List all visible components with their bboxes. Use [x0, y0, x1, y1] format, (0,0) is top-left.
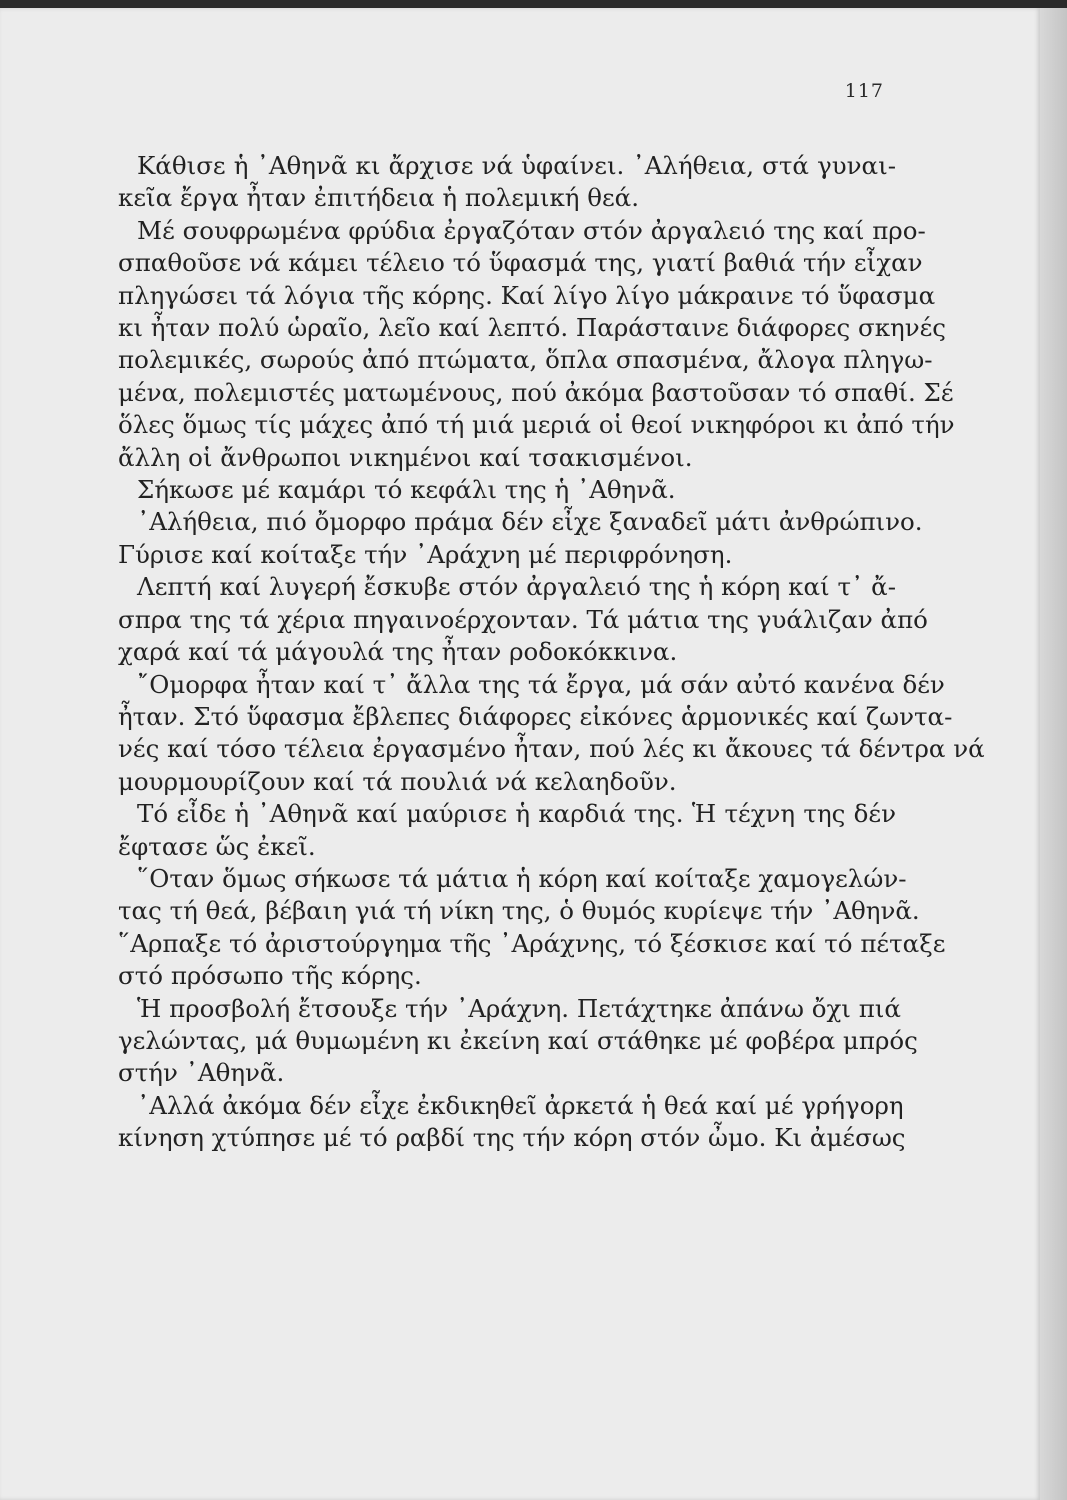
text-line: γελώντας, μά θυμωμένη κι ἐκείνη καί στάθηκε μέ φοβέρα μπρός: [118, 1025, 918, 1055]
book-page: [0, 8, 1040, 1500]
text-line: κίνηση χτύπησε μέ τό ραβδί της τήν κόρη στόν ὦμο. Κι ἀμέσως: [118, 1123, 906, 1153]
text-line: ἦταν. Στό ὕφασμα ἔβλεπες διάφορες εἰκόνες ἁρμονικές καί ζωντα-: [118, 701, 953, 731]
text-line: κεῖα ἔργα ἦταν ἐπιτήδεια ἡ πολεμική θεά.: [118, 183, 640, 213]
page-number: 117: [844, 80, 884, 102]
text-line: νές καί τόσο τέλεια ἐργασμένο ἦταν, πού λές κι ἄκουες τά δέντρα νά: [118, 734, 985, 764]
text-line: Σήκωσε μέ καμάρι τό κεφάλι της ἡ ᾿Αθηνᾶ.: [137, 475, 676, 505]
text-line: κι ἦταν πολύ ὡραῖο, λεῖο καί λεπτό. Παράσταινε διάφορες σκηνές: [118, 313, 946, 343]
text-line: Κάθισε ἡ ᾿Αθηνᾶ κι ἄρχισε νά ὑφαίνει. ᾿Αλήθεια, στά γυναι-: [137, 151, 896, 180]
text-line: ῎Ομορφα ἦταν καί τ᾿ ἄλλα της τά ἔργα, μά σάν αὐτό κανένα δέν: [137, 669, 945, 699]
scan-top-edge: [0, 0, 1067, 8]
text-line: ἄλλη οἱ ἄνθρωποι νικημένοι καί τσακισμένοι.: [118, 442, 693, 472]
text-line: Γύρισε καί κοίταξε τήν ᾿Αράχνη μέ περιφρόνηση.: [118, 539, 733, 569]
text-line: ὅλες ὅμως τίς μάχες ἀπό τή μιά μεριά οἱ θεοί νικηφόροι κι ἀπό τήν: [118, 410, 955, 440]
text-line: ᾿Αλήθεια, πιό ὄμορφο πράμα δέν εἶχε ξαναδεῖ μάτι ἀνθρώπινο.: [137, 507, 923, 537]
paragraph: [118, 993, 918, 1090]
paragraph: [118, 863, 946, 993]
text-line: μένα, πολεμιστές ματωμένους, πού ἀκόμα βαστοῦσαν τό σπαθί. Σέ: [118, 377, 954, 407]
paragraph: [118, 215, 955, 474]
text-line: Λεπτή καί λυγερή ἔσκυβε στόν ἀργαλειό της ἡ κόρη καί τ᾿ ἄ-: [137, 572, 896, 602]
text-line: ῞Οταν ὅμως σήκωσε τά μάτια ἡ κόρη καί κοίταξε χαμογελών-: [137, 863, 907, 893]
paragraph: [118, 474, 896, 506]
text-line: ᾿Αλλά ἀκόμα δέν εἶχε ἐκδικηθεῖ ἀρκετά ἡ θεά καί μέ γρήγορη: [137, 1090, 904, 1120]
text-line: Τό εἶδε ἡ ᾿Αθηνᾶ καί μαύρισε ἡ καρδιά της. Ἡ τέχνη της δέν: [137, 799, 896, 829]
paragraph: [118, 669, 985, 799]
paragraph: [118, 798, 896, 863]
scan-right-edge: [1040, 8, 1067, 1500]
text-line: σπαθοῦσε νά κάμει τέλειο τό ὕφασμά της, γιατί βαθιά τήν εἶχαν: [118, 248, 923, 278]
text-line: ἔφτασε ὥς ἐκεῖ.: [118, 831, 316, 861]
paragraph: [118, 1090, 906, 1155]
text-line: τας τή θεά, βέβαιη γιά τή νίκη της, ὁ θυμός κυρίεψε τήν ᾿Αθηνᾶ.: [118, 896, 920, 926]
paragraph: [118, 150, 896, 215]
text-line: πολεμικές, σωρούς ἀπό πτώματα, ὅπλα σπασμένα, ἄλογα πληγω-: [118, 345, 933, 375]
text-line: Μέ σουφρωμένα φρύδια ἐργαζόταν στόν ἀργαλειό της καί προ-: [137, 215, 926, 245]
paragraph: [118, 571, 928, 668]
text-line: ῞Αρπαξε τό ἀριστούργημα τῆς ᾿Αράχνης, τό ξέσκισε καί τό πέταξε: [118, 928, 946, 958]
text-line: χαρά καί τά μάγουλά της ἦταν ροδοκόκκινα.: [118, 637, 678, 667]
text-line: μουρμουρίζουν καί τά πουλιά νά κελαηδοῦν.: [118, 766, 677, 796]
paragraph: [118, 506, 923, 571]
text-line: Ἡ προσβολή ἔτσουξε τήν ᾿Αράχνη. Πετάχτηκε ἀπάνω ὄχι πιά: [137, 993, 901, 1023]
text-line: στό πρόσωπο τῆς κόρης.: [118, 961, 422, 991]
text-line: στήν ᾿Αθηνᾶ.: [118, 1058, 285, 1088]
page-body-text: [118, 150, 985, 1155]
text-line: σπρα της τά χέρια πηγαινοέρχονταν. Τά μάτια της γυάλιζαν ἀπό: [118, 604, 928, 634]
text-line: πληγώσει τά λόγια τῆς κόρης. Καί λίγο λίγο μάκραινε τό ὕφασμα: [118, 280, 936, 310]
